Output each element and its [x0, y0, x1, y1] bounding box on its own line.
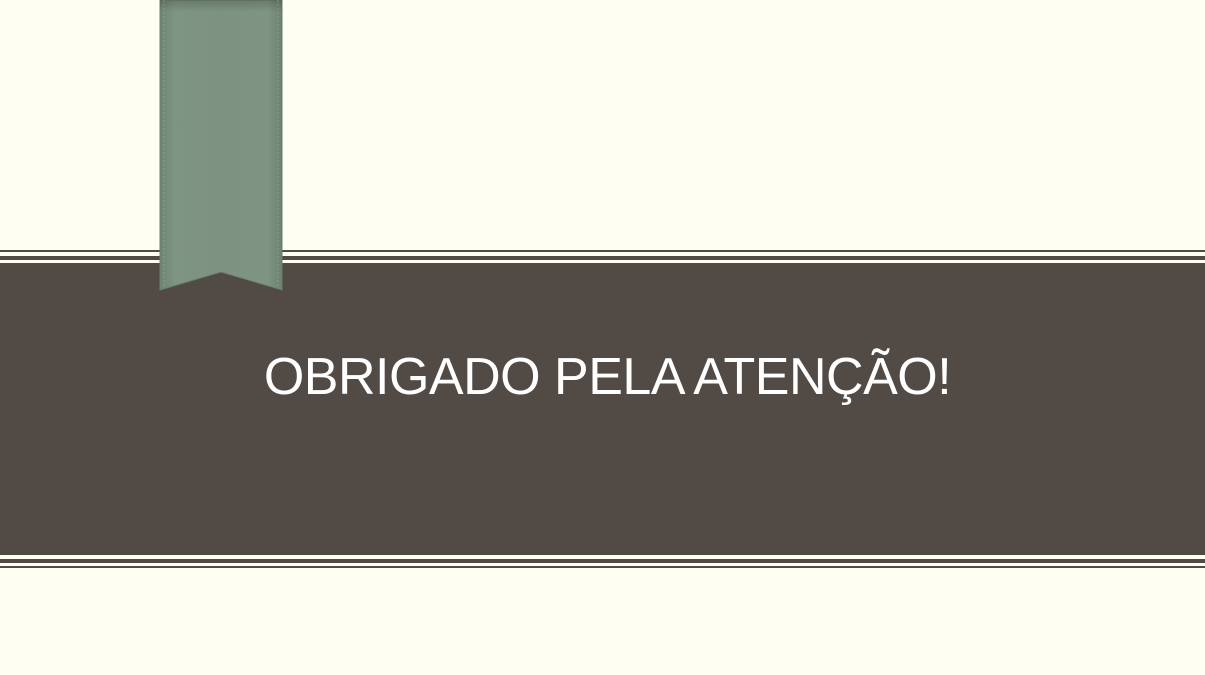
bottom-divider-thin [0, 566, 1205, 568]
bottom-divider-thick [0, 559, 1205, 563]
slide-title: OBRIGADO PELA ATENÇÃO! [263, 348, 952, 406]
title-band [0, 263, 1205, 555]
bookmark-ribbon-icon [159, 0, 283, 292]
